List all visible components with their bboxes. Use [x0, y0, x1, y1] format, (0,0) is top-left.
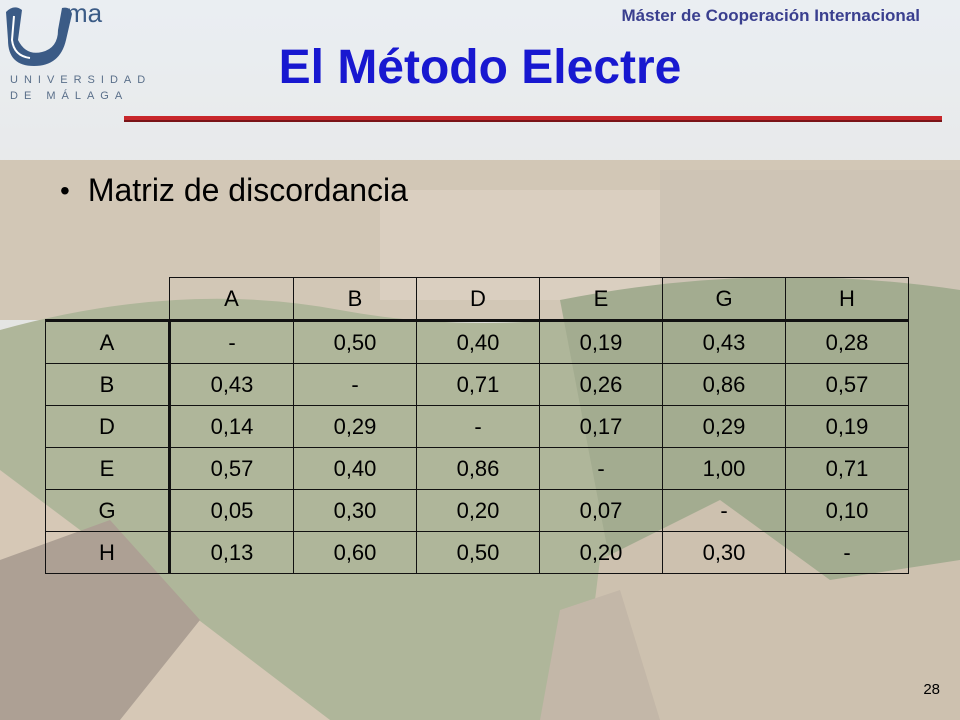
table-cell: 0,13 [170, 532, 294, 574]
bullet-text: Matriz de discordancia [87, 172, 408, 208]
table-row [46, 406, 909, 448]
table-cell: 0,14 [170, 406, 294, 448]
table-cell: 0,71 [786, 448, 909, 490]
table-row [46, 321, 909, 364]
table-cell: 0,71 [417, 364, 540, 406]
table-cell: 0,43 [663, 321, 786, 364]
bullet-dot-icon: • [60, 174, 70, 206]
table-cell: 0,17 [540, 406, 663, 448]
column-header: H [786, 278, 909, 321]
table-cell: 0,29 [663, 406, 786, 448]
table-cell: 0,07 [540, 490, 663, 532]
table-cell: - [663, 490, 786, 532]
table-corner-cell [46, 278, 170, 321]
column-header: G [663, 278, 786, 321]
logo-university-line: UNIVERSIDAD [10, 74, 152, 86]
bullet-item [60, 172, 408, 209]
table-cell: 0,10 [786, 490, 909, 532]
table-cell: 0,05 [170, 490, 294, 532]
program-name: Máster de Cooperación Internacional [621, 6, 920, 25]
table-cell: 0,28 [786, 321, 909, 364]
table-cell: 0,40 [294, 448, 417, 490]
table-cell: - [786, 532, 909, 574]
table-cell: 0,86 [663, 364, 786, 406]
discordance-matrix [45, 277, 909, 574]
table-cell: 0,86 [417, 448, 540, 490]
table-row [46, 490, 909, 532]
column-header: D [417, 278, 540, 321]
row-header: B [46, 364, 170, 406]
row-header: H [46, 532, 170, 574]
table-header-row [46, 278, 909, 321]
column-header: E [540, 278, 663, 321]
table-row [46, 364, 909, 406]
table-cell: 0,40 [417, 321, 540, 364]
table-cell: 0,57 [170, 448, 294, 490]
table-cell: 0,57 [786, 364, 909, 406]
table-cell: 0,50 [294, 321, 417, 364]
table-cell: 0,26 [540, 364, 663, 406]
table-cell: 0,30 [294, 490, 417, 532]
table-cell: - [540, 448, 663, 490]
table-cell: 0,43 [170, 364, 294, 406]
table-cell: 0,19 [540, 321, 663, 364]
table-cell: - [417, 406, 540, 448]
table-cell: 0,29 [294, 406, 417, 448]
table-cell: 0,20 [540, 532, 663, 574]
table-cell: - [294, 364, 417, 406]
table-cell: - [170, 321, 294, 364]
table-cell: 0,20 [417, 490, 540, 532]
table-cell: 1,00 [663, 448, 786, 490]
row-header: A [46, 321, 170, 364]
table-cell: 0,50 [417, 532, 540, 574]
slide-title: El Método Electre [278, 41, 682, 94]
table-cell: 0,60 [294, 532, 417, 574]
title-divider [124, 116, 942, 122]
logo-malaga-line: DE MÁLAGA [10, 90, 129, 102]
table-row [46, 532, 909, 574]
table-cell: 0,30 [663, 532, 786, 574]
row-header: G [46, 490, 170, 532]
logo-mark-text: ma [66, 0, 103, 28]
table-cell: 0,19 [786, 406, 909, 448]
column-header: A [170, 278, 294, 321]
page-number: 28 [923, 681, 940, 698]
row-header: D [46, 406, 170, 448]
column-header: B [294, 278, 417, 321]
table-row [46, 448, 909, 490]
row-header: E [46, 448, 170, 490]
